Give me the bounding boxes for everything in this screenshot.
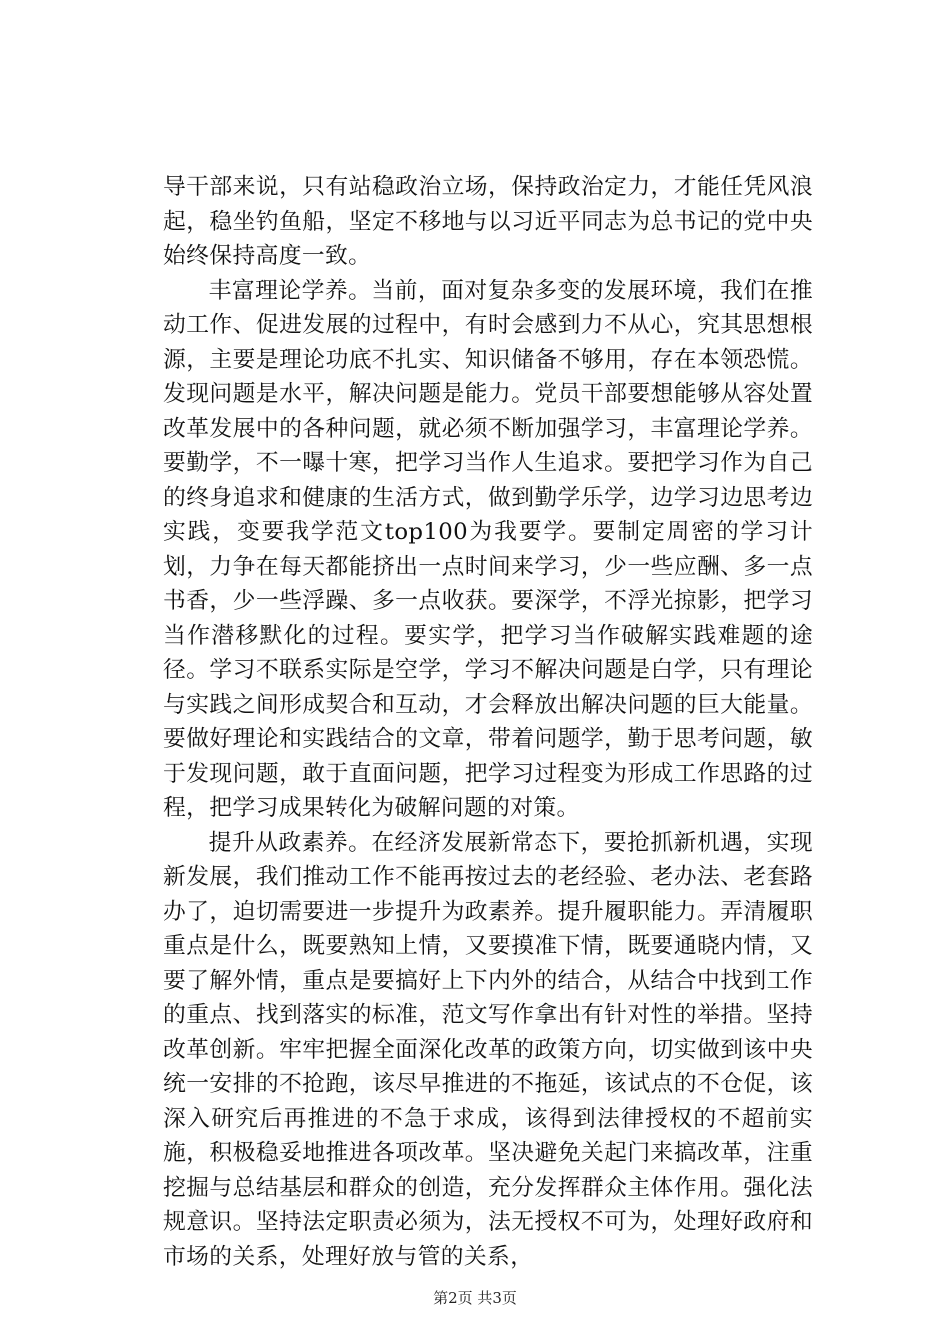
paragraph-theory-cultivation: 丰富理论学养。当前，面对复杂多变的发展环境，我们在推动工作、促进发展的过程中，有时会感到力不从心，究其思想根源，主要是理论功底不扎实、知识储备不够用，存在本领恐慌。发现问题是水平，解决问题是能力。党员干部要想能够从容处置改革发展中的各种问题，就必须不断加强学习，丰富理论学养。要勤学，不一曝十寒，把学习当作人生追求。要把学习作为自己的终身追求和健康的生活方式，做到勤学乐学，边学习边思考边实践，变要我学范文top100为我要学。要制定周密的学习计划，力争在每天都能挤出一点时间来学习，少一些应酬、多一点书香，少一些浮躁、多一点收获。要深学，不浮光掠影，把学习当作潜移默化的过程。要实学，把学习当作破解实践难题的途径。学习不联系实际是空学，学习不解决问题是白学，只有理论与实践之间形成契合和互动，才会释放出解决问题的巨大能量。要做好理论和实践结合的文章，带着问题学，勤于思考问题，敏于发现问题，敢于直面问题，把学习过程变为形成工作思路的过程，把学习成果转化为破解问题的对策。 <box>163 277 813 821</box>
page-number-label: 第2页 共3页 <box>433 1289 517 1307</box>
paragraph-political-cultivation: 提升从政素养。在经济发展新常态下，要抢抓新机遇，实现新发展，我们推动工作不能再按过去的老经验、老办法、老套路办了，迫切需要进一步提升为政素养。提升履职能力。弄清履职重点是什么，既要熟知上情，又要摸准下情，既要通晓内情，又要了解外情，重点是要搞好上下内外的结合，从结合中找到工作的重点、找到落实的标准，范文写作拿出有针对性的举措。坚持改革创新。牢牢把握全面深化改革的政策方向，切实做到该中央统一安排的不抢跑，该尽早推进的不拖延，该试点的不仓促，该深入研究后再推进的不急于求成，该得到法律授权的不超前实施，积极稳妥地推进各项改革。坚决避免关起门来搞改革，注重挖掘与总结基层和群众的创造，充分发挥群众主体作用。强化法规意识。坚持法定职责必须为，法无授权不可为，处理好政府和市场的关系，处理好放与管的关系， <box>163 829 813 1270</box>
document-body <box>163 170 813 1274</box>
page-footer <box>0 1288 950 1308</box>
paragraph-continuation: 导干部来说，只有站稳政治立场，保持政治定力，才能任凭风浪起，稳坐钓鱼船，坚定不移地与以习近平同志为总书记的党中央始终保持高度一致。 <box>163 174 813 269</box>
